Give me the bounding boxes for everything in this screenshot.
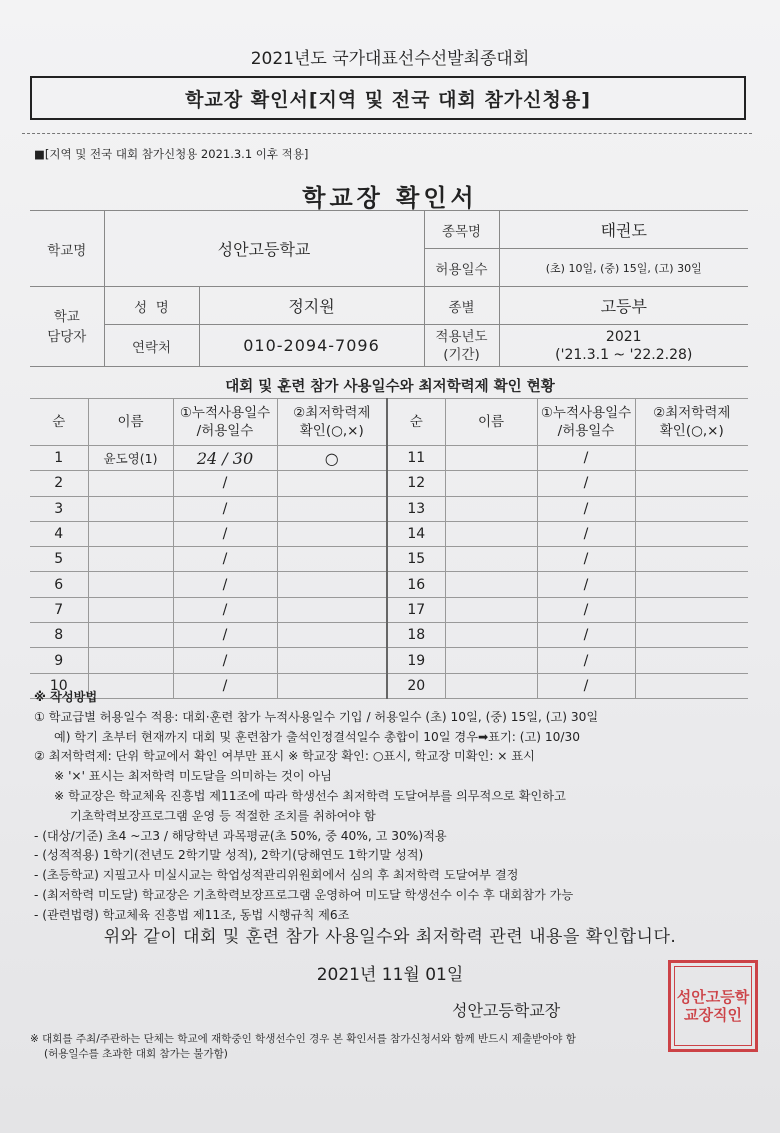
allowed-days-label: 허용일수 <box>424 249 499 287</box>
table-row <box>30 471 748 496</box>
used-days: / <box>537 471 635 496</box>
academic-check <box>277 648 387 673</box>
used-days: / <box>537 547 635 572</box>
row-number: 17 <box>387 597 445 622</box>
page-title: 학교장 확인서 <box>302 184 478 212</box>
divider <box>22 133 752 134</box>
principal-signature: 성안고등학교장 <box>452 1001 561 1020</box>
header-days: ①누적사용일수 /허용일수 <box>173 399 277 446</box>
table-row <box>30 648 748 673</box>
used-days: / <box>537 496 635 521</box>
school-label: 학교명 <box>30 211 104 287</box>
athlete-name <box>88 496 173 521</box>
row-number: 18 <box>387 623 445 648</box>
used-days: / <box>173 496 277 521</box>
athlete-name <box>88 521 173 546</box>
academic-check <box>277 471 387 496</box>
row-number: 12 <box>387 471 445 496</box>
athlete-name: 윤도영(1) <box>88 446 173 471</box>
athlete-name <box>445 547 537 572</box>
academic-check <box>635 623 748 648</box>
athlete-name <box>445 521 537 546</box>
category-label: 종별 <box>424 287 499 325</box>
academic-check <box>277 623 387 648</box>
used-days: / <box>537 648 635 673</box>
participation-title: 대회 및 훈련 참가 사용일수와 최저학력제 확인 현황 <box>225 379 555 395</box>
row-number: 9 <box>30 648 88 673</box>
used-days: / <box>173 572 277 597</box>
sport-value: 태권도 <box>499 211 748 249</box>
academic-check <box>635 446 748 471</box>
writing-instructions <box>34 688 754 926</box>
used-days: 24 / 30 <box>173 446 277 471</box>
instruction-line: ② 최저학력제: 단위 학교에서 확인 여부만 표시 ※ 학교장 확인: ○표시, 학교장 미확인: × 표시 <box>34 749 535 764</box>
header-academic: ②최저학력제 확인(○,×) <box>635 399 748 446</box>
row-number: 14 <box>387 521 445 546</box>
athlete-name <box>88 547 173 572</box>
athlete-name <box>445 471 537 496</box>
header-no: 순 <box>30 399 88 446</box>
school-value: 성안고등학교 <box>104 211 424 287</box>
row-number: 10 <box>30 673 88 698</box>
competition-name: 2021년도 국가대표선수선발최종대회 <box>250 49 530 69</box>
footnote <box>30 1032 760 1062</box>
used-days: / <box>537 521 635 546</box>
form-title-box: 학교장 확인서[지역 및 전국 대회 참가신청용] <box>30 76 746 120</box>
athlete-name <box>445 597 537 622</box>
row-number: 3 <box>30 496 88 521</box>
table-row <box>30 496 748 521</box>
academic-check <box>277 572 387 597</box>
confirmation-statement: 위와 같이 대회 및 훈련 참가 사용일수와 최저학력 관련 내용을 확인합니다. <box>103 927 677 947</box>
instruction-line: ※ '×' 표시는 최저학력 미도달을 의미하는 것이 아님 <box>54 769 332 784</box>
academic-check <box>635 521 748 546</box>
used-days: / <box>173 597 277 622</box>
table-row <box>30 547 748 572</box>
sport-label: 종목명 <box>424 211 499 249</box>
row-number: 2 <box>30 471 88 496</box>
academic-check <box>635 547 748 572</box>
row-number: 4 <box>30 521 88 546</box>
year-value: 2021 ('21.3.1 ~ '22.2.28) <box>499 325 748 367</box>
manager-name-value: 정지원 <box>199 287 424 325</box>
header-days: ①누적사용일수 /허용일수 <box>537 399 635 446</box>
academic-check <box>635 572 748 597</box>
footnote-line: ※ 대회를 주최/주관하는 단체는 학교에 재학중인 학생선수인 경우 본 확인서를 참가신청서와 함께 반드시 제출받아야 함 <box>30 1033 576 1045</box>
contact-value: 010-2094-7096 <box>199 325 424 367</box>
instructions-title: ※ 작성방법 <box>34 690 98 704</box>
header-academic: ②최저학력제 확인(○,×) <box>277 399 387 446</box>
row-number: 16 <box>387 572 445 597</box>
header-no: 순 <box>387 399 445 446</box>
footnote-line: (허용일수를 초과한 대회 참가는 불가함) <box>44 1048 228 1060</box>
contact-label: 연락처 <box>104 325 199 367</box>
athlete-name <box>445 496 537 521</box>
instruction-line: ① 학교급별 허용일수 적용: 대회·훈련 참가 누적사용일수 기입 / 허용일수 (초) 10일, (중) 15일, (고) 30일 <box>34 709 599 724</box>
table-row <box>30 597 748 622</box>
school-info-table <box>30 210 748 367</box>
used-days: / <box>173 471 277 496</box>
athlete-name <box>88 572 173 597</box>
instruction-line: 기초학력보장프로그램 운영 등 적절한 조치를 취하여야 함 <box>70 808 376 823</box>
row-number: 19 <box>387 648 445 673</box>
row-number: 20 <box>387 673 445 698</box>
used-days: / <box>537 446 635 471</box>
year-label: 적용년도 (기간) <box>424 325 499 367</box>
academic-check <box>635 597 748 622</box>
instruction-line: 예) 학기 초부터 현재까지 대회 및 훈련참가 출석인정결석일수 총합이 10일 경우➡표기: (고) 10/30 <box>54 729 580 744</box>
used-days: / <box>537 623 635 648</box>
instruction-line: - (최저학력 미도달) 학교장은 기초학력보장프로그램 운영하여 미도달 학생선수 이수 후 대회참가 가능 <box>34 887 574 902</box>
row-number: 8 <box>30 623 88 648</box>
participation-table <box>30 398 748 699</box>
used-days: / <box>173 547 277 572</box>
header-name: 이름 <box>88 399 173 446</box>
table-row <box>30 572 748 597</box>
academic-check <box>277 597 387 622</box>
academic-check: ○ <box>277 446 387 471</box>
academic-check <box>635 648 748 673</box>
used-days: / <box>173 521 277 546</box>
athlete-name <box>88 597 173 622</box>
academic-check <box>277 496 387 521</box>
used-days: / <box>173 648 277 673</box>
athlete-name <box>88 471 173 496</box>
athlete-name <box>88 623 173 648</box>
used-days: / <box>173 623 277 648</box>
table-row <box>30 446 748 471</box>
row-number: 15 <box>387 547 445 572</box>
row-number: 11 <box>387 446 445 471</box>
applicability-note: ■[지역 및 전국 대회 참가신청용 2021.3.1 이후 적용] <box>34 147 309 161</box>
athlete-name <box>445 623 537 648</box>
athlete-name <box>445 446 537 471</box>
row-number: 13 <box>387 496 445 521</box>
row-number: 6 <box>30 572 88 597</box>
table-row <box>30 521 748 546</box>
academic-check <box>635 496 748 521</box>
row-number: 7 <box>30 597 88 622</box>
name-label: 성 명 <box>104 287 199 325</box>
academic-check <box>635 471 748 496</box>
athlete-name <box>88 648 173 673</box>
instruction-line: ※ 학교장은 학교체육 진흥법 제11조에 따라 학생선수 최저학력 도달여부를 의무적으로 확인하고 <box>54 788 566 803</box>
allowed-days-value: (초) 10일, (중) 15일, (고) 30일 <box>499 249 748 287</box>
instruction-line: - (성적적용) 1학기(전년도 2학기말 성적), 2학기(당해연도 1학기말 성적) <box>34 848 424 863</box>
used-days: / <box>537 597 635 622</box>
manager-label: 학교 담당자 <box>30 287 104 367</box>
instruction-line: - (초등학교) 지필고사 미실시교는 학업성적관리위원회에서 심의 후 최저학력 도달여부 결정 <box>34 868 519 883</box>
instruction-line: - (대상/기준) 초4 ~고3 / 해당학년 과목평균(초 50%, 중 40%, 고 30%)적용 <box>34 828 447 843</box>
used-days: / <box>537 572 635 597</box>
table-row <box>30 623 748 648</box>
seal-text: 성안고등학교장직인 <box>674 966 752 1046</box>
used-days: / <box>173 673 277 698</box>
row-number: 1 <box>30 446 88 471</box>
athlete-name <box>445 572 537 597</box>
issue-date: 2021년 11월 01일 <box>316 965 464 985</box>
header-name: 이름 <box>445 399 537 446</box>
instruction-line: - (관련법령) 학교체육 진흥법 제11조, 동법 시행규칙 제6조 <box>34 907 350 922</box>
category-value: 고등부 <box>499 287 748 325</box>
row-number: 5 <box>30 547 88 572</box>
athlete-name <box>445 648 537 673</box>
used-days: / <box>537 673 635 698</box>
academic-check <box>277 547 387 572</box>
academic-check <box>277 521 387 546</box>
